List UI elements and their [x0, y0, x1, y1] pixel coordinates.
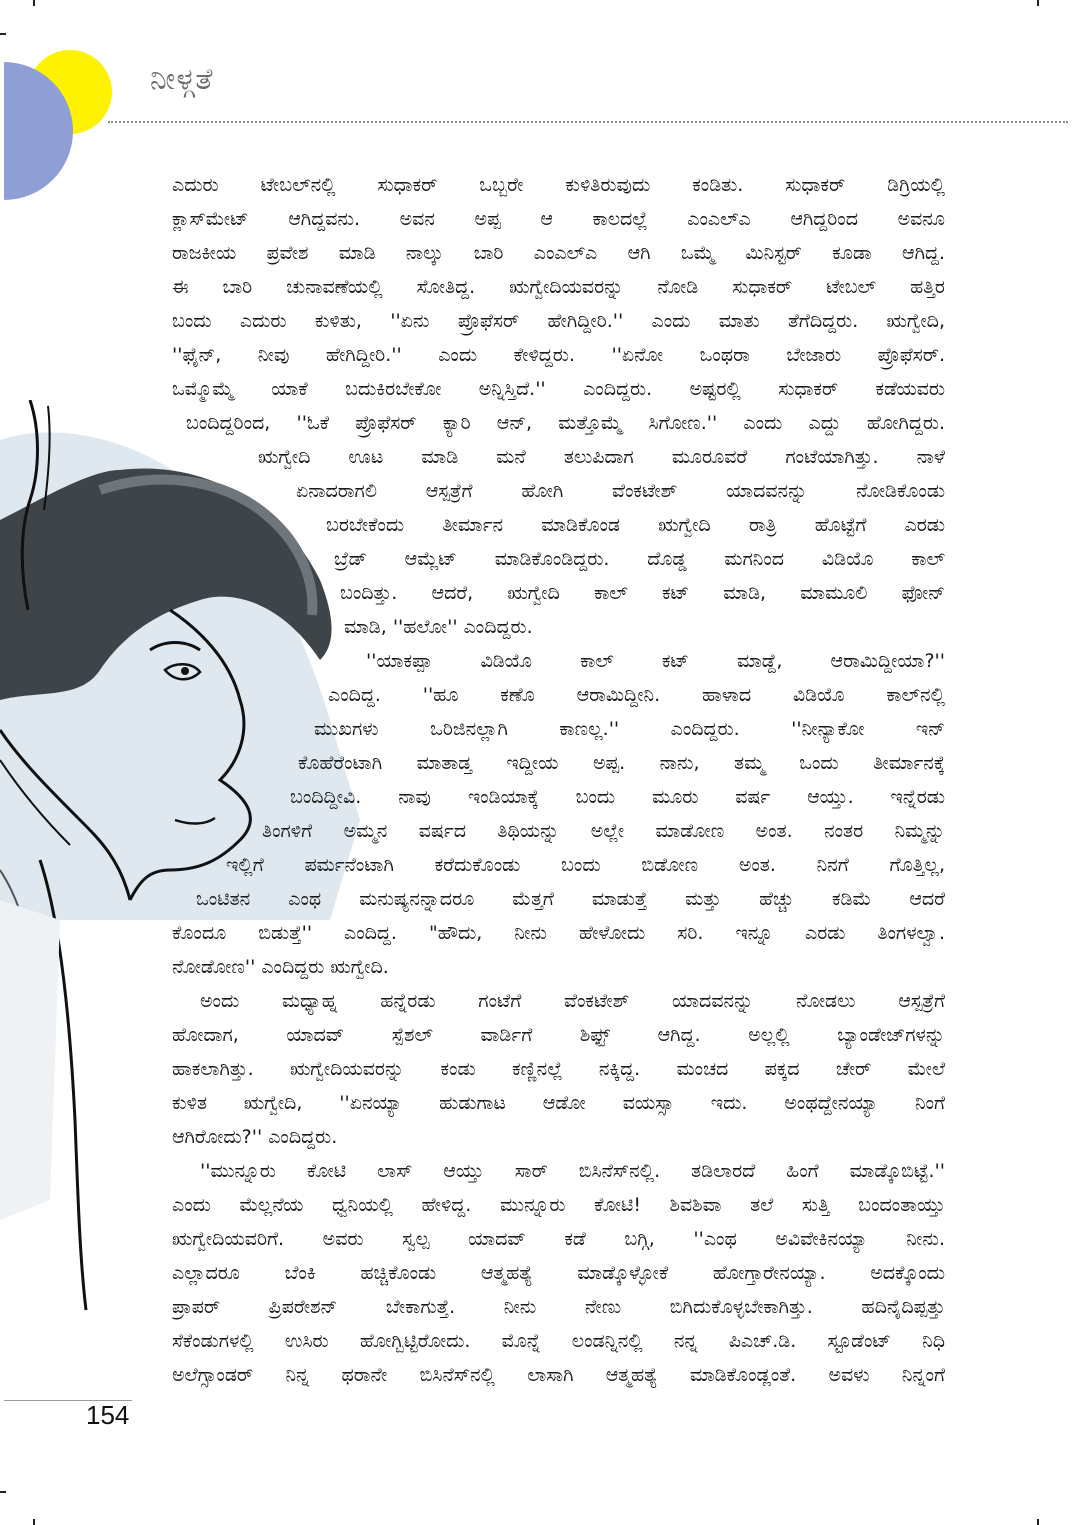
text-line: ನೋಡೋಣ'' ಎಂದಿದ್ದರು ಋಗ್ವೇದಿ. [172, 956, 389, 978]
text-line: ಎಂದಿದ್ದ. ''ಹೂ ಕಣೊ ಆರಾಮಿದ್ದೀನಿ. ಹಾಳಾದ ವಿಡಿಯೊ ಕಾಲ್‌ನಲ್ಲಿ [328, 684, 945, 706]
text-line: ಎಂದು ಮೆಲ್ಲನೆಯ ಧ್ವನಿಯಲ್ಲಿ ಹೇಳಿದ್ದ. ಮುನ್ನೂರು ಕೋಟಿ! ಶಿವಶಿವಾ ತಲೆ ಸುತ್ತಿ ಬಂದಂತಾಯ್ತು [172, 1194, 945, 1216]
crop-mark [33, 1519, 35, 1525]
page-number: 154 [86, 1400, 130, 1430]
text-line: ಋಗ್ವೇದಿಯವರಿಗೆ. ಅವರು ಸ್ವಲ್ಪ ಯಾದವ್ ಕಡೆ ಬಗ್ಗಿ, ''ಎಂಥ ಅವಿವೇಕಿನಯ್ಯಾ ನೀನು. [172, 1228, 945, 1250]
text-line: ಬಂದಿದ್ದೀವಿ. ನಾವು ಇಂಡಿಯಾಕ್ಕೆ ಬಂದು ಮೂರು ವರ್ಷ ಆಯ್ತು. ಇನ್ನೆರಡು [290, 786, 945, 808]
text-line: ಮುಖಗಳು ಒರಿಜಿನಲ್ಲಾಗಿ ಕಾಣಲ್ಲ.'' ಎಂದಿದ್ದರು. ''ನೀನ್ಯಾಕೋ ಇನ್ [314, 718, 945, 740]
crop-mark [1037, 1519, 1039, 1525]
text-line: ಕೊಂದೂ ಬಿಡುತ್ತೆ'' ಎಂದಿದ್ದ. "ಹೌದು, ನೀನು ಹೇಳೋದು ಸರಿ. ಇನ್ನೂ ಎರಡು ತಿಂಗಳಲ್ವಾ. [172, 922, 945, 944]
text-line: ಕ್ಲಾಸ್‌ಮೇಟ್ ಆಗಿದ್ದವನು. ಅವನ ಅಪ್ಪ ಆ ಕಾಲದಲ್ಲೆ ಎಂಎಲ್‌ಎ ಆಗಿದ್ದರಿಂದ ಅವನೂ [172, 208, 945, 230]
running-header: ನೀಳ್ಗತೆ [150, 62, 214, 97]
text-line: ತಿಂಗಳಿಗೆ ಅಮ್ಮನ ವರ್ಷದ ತಿಥಿಯನ್ನು ಅಲ್ಲೇ ಮಾಡೋಣ ಅಂತ. ನಂತರ ನಿಮ್ಮನ್ನು [262, 820, 945, 842]
text-line: ಬರಬೇಕೆಂದು ತೀರ್ಮಾನ ಮಾಡಿಕೊಂಡ ಋಗ್ವೇದಿ ರಾತ್ರಿ ಹೊಟ್ಟೆಗೆ ಎರಡು [326, 514, 945, 536]
text-line: ಆಗಿರೋದು?'' ಎಂದಿದ್ದರು. [172, 1126, 338, 1148]
text-line: ಸೆಕೆಂಡುಗಳಲ್ಲಿ ಉಸಿರು ಹೋಗ್ಬಿಟ್ಟಿರೋದು. ಮೊನ್ನೆ ಲಂಡನ್ನಿನಲ್ಲಿ ನನ್ನ ಪಿಎಚ್.ಡಿ. ಸ್ಟೂಡೆಂಟ್ ನಿಧಿ [172, 1330, 945, 1352]
text-line: ''ಮುನ್ನೂರು ಕೋಟಿ ಲಾಸ್ ಆಯ್ತು ಸಾರ್ ಬಿಸಿನೆಸ್‌ನಲ್ಲಿ. ತಡಿಲಾರದೆ ಹಿಂಗೆ ಮಾಡ್ಕೊಬಿಟ್ಟೆ.'' [200, 1160, 945, 1182]
text-line: ಮಾಡಿ, ''ಹಲೋ'' ಎಂದಿದ್ದರು. [344, 616, 533, 638]
text-line: ಬಂದಿದ್ದರಿಂದ, ''ಓಕೆ ಪ್ರೊಫೆಸರ್ ಕ್ಯಾರಿ ಆನ್, ಮತ್ತೊಮ್ಮೆ ಸಿಗೋಣ.'' ಎಂದು ಎದ್ದು ಹೋಗಿದ್ದರು. [186, 412, 945, 434]
text-line: ಒಮ್ಮೊಮ್ಮೆ ಯಾಕೆ ಬದುಕಿರಬೇಕೋ ಅನ್ನಿಸ್ತಿದೆ.'' ಎಂದಿದ್ದರು. ಅಷ್ಟರಲ್ಲಿ ಸುಧಾಕರ್ ಕಡೆಯವರು [172, 378, 945, 400]
text-line: ಏನಾದರಾಗಲಿ ಆಸ್ಪತ್ರೆಗೆ ಹೋಗಿ ವೆಂಕಟೇಶ್ ಯಾದವನನ್ನು ನೋಡಿಕೊಂಡು [296, 480, 945, 502]
text-line: ಅಲೆಗ್ಸಾಂಡರ್ ನಿನ್ನ ಥರಾನೇ ಬಿಸಿನೆಸ್‌ನಲ್ಲಿ ಲಾಸಾಗಿ ಆತ್ಮಹತ್ಯೆ ಮಾಡಿಕೊಂಡ್ಲಂತೆ. ಅವಳು ನಿನ್ನಂಗೆ [172, 1364, 945, 1386]
text-line: ಬಂದಿತ್ತು. ಆದರೆ, ಋಗ್ವೇದಿ ಕಾಲ್ ಕಟ್ ಮಾಡಿ, ಮಾಮೂಲಿ ಫೋನ್ [340, 582, 945, 604]
text-line: ಋಗ್ವೇದಿ ಊಟ ಮಾಡಿ ಮನೆ ತಲುಪಿದಾಗ ಮೂರೂವರೆ ಗಂಟೆಯಾಗಿತ್ತು. ನಾಳೆ [258, 446, 945, 468]
text-line: ಇಲ್ಲಿಗೆ ಪರ್ಮನೆಂಟಾಗಿ ಕರೆದುಕೊಂಡು ಬಂದು ಬಿಡೋಣ ಅಂತ. ನಿನಗೆ ಗೊತ್ತಿಲ್ಲ, [226, 854, 945, 876]
crop-mark [0, 1491, 6, 1493]
text-line: ಕುಳಿತ ಋಗ್ವೇದಿ, ''ಏನಯ್ಯಾ ಹುಡುಗಾಟ ಆಡೋ ವಯಸ್ಸಾ ಇದು. ಅಂಥದ್ದೇನಯ್ಯಾ ನಿಂಗೆ [172, 1092, 945, 1114]
text-line: ಎದುರು ಟೇಬಲ್‌ನಲ್ಲಿ ಸುಧಾಕರ್ ಒಬ್ಬರೇ ಕುಳಿತಿರುವುದು ಕಂಡಿತು. ಸುಧಾಕರ್ ಡಿಗ್ರಿಯಲ್ಲಿ [172, 174, 945, 196]
text-line: ಹೋದಾಗ, ಯಾದವ್ ಸ್ಪೆಶಲ್ ವಾರ್ಡಿಗೆ ಶಿಫ್ಟ್ ಆಗಿದ್ದ. ಅಲ್ಲಲ್ಲಿ ಬ್ಯಾಂಡೇಜ್‌ಗಳನ್ನು [172, 1024, 945, 1046]
text-line: ಈ ಬಾರಿ ಚುನಾವಣೆಯಲ್ಲಿ ಸೋತಿದ್ದ. ಋಗ್ವೇದಿಯವರನ್ನು ನೋಡಿ ಸುಧಾಕರ್ ಟೇಬಲ್ ಹತ್ತಿರ [172, 276, 945, 298]
crop-mark [1037, 0, 1039, 6]
text-line: ಬಂದು ಎದುರು ಕುಳಿತು, ''ಏನು ಪ್ರೊಫೆಸರ್ ಹೇಗಿದ್ದೀರಿ.'' ಎಂದು ಮಾತು ತೆಗೆದಿದ್ದರು. ಋಗ್ವೇದಿ, [172, 310, 945, 332]
header-decoration [0, 0, 130, 220]
text-line: ಹಾಕಲಾಗಿತ್ತು. ಋಗ್ವೇದಿಯವರನ್ನು ಕಂಡು ಕಣ್ಣಿನಲ್ಲೆ ನಕ್ಕಿದ್ದ. ಮಂಚದ ಪಕ್ಕದ ಚೇರ್ ಮೇಲೆ [172, 1058, 945, 1080]
text-line: ರಾಜಕೀಯ ಪ್ರವೇಶ ಮಾಡಿ ನಾಲ್ಕು ಬಾರಿ ಎಂಎಲ್‌ಎ ಆಗಿ ಒಮ್ಮೆ ಮಿನಿಸ್ಟರ್ ಕೂಡಾ ಆಗಿದ್ದ. [172, 242, 945, 264]
text-line: ಪ್ರಾಪರ್ ಪ್ರಿಪರೇಶನ್ ಬೇಕಾಗುತ್ತೆ. ನೀನು ನೇಣು ಬಿಗಿದುಕೊಳ್ಳಬೇಕಾಗಿತ್ತು. ಹದಿನೈದಿಪ್ಪತ್ತು [172, 1296, 945, 1318]
text-line: ಎಲ್ಲಾದರೂ ಬೆಂಕಿ ಹಚ್ಚಿಕೊಂಡು ಆತ್ಮಹತ್ಯೆ ಮಾಡ್ಕೊಳ್ಳೋಕೆ ಹೋಗ್ತಾರೇನಯ್ಯಾ. ಅದಕ್ಕೊಂದು [172, 1262, 945, 1284]
text-line: ''ಫೈನ್, ನೀವು ಹೇಗಿದ್ದೀರಿ.'' ಎಂದು ಕೇಳಿದ್ದರು. ''ಏನೋ ಒಂಥರಾ ಬೇಜಾರು ಪ್ರೊಫೆಸರ್. [172, 344, 945, 366]
text-line: ''ಯಾಕಪ್ಪಾ ವಿಡಿಯೊ ಕಾಲ್ ಕಟ್ ಮಾಡ್ದೆ, ಆರಾಮಿದ್ದೀಯಾ?'' [366, 650, 945, 672]
text-line: ಒಂಟಿತನ ಎಂಥ ಮನುಷ್ಯನನ್ನಾದರೂ ಮೆತ್ತಗೆ ಮಾಡುತ್ತೆ ಮತ್ತು ಹೆಚ್ಚು ಕಡಿಮೆ ಆದರೆ [196, 888, 945, 910]
text-line: ಬ್ರೆಡ್ ಆಮ್ಲೆಟ್ ಮಾಡಿಕೊಂಡಿದ್ದರು. ದೊಡ್ಡ ಮಗನಿಂದ ವಿಡಿಯೊ ಕಾಲ್ [334, 548, 945, 570]
text-line: ಕೊಹೆರೆಂಟಾಗಿ ಮಾತಾಡ್ತ ಇದ್ದೀಯ ಅಪ್ಪ. ನಾನು, ತಮ್ಮ ಒಂದು ತೀರ್ಮಾನಕ್ಕೆ [298, 752, 945, 774]
header-dotted-rule [108, 121, 1068, 123]
text-line: ಅಂದು ಮಧ್ಯಾಹ್ನ ಹನ್ನೆರಡು ಗಂಟೆಗೆ ವೆಂಕಟೇಶ್ ಯಾದವನನ್ನು ನೋಡಲು ಆಸ್ಪತ್ರೆಗೆ [200, 990, 945, 1012]
